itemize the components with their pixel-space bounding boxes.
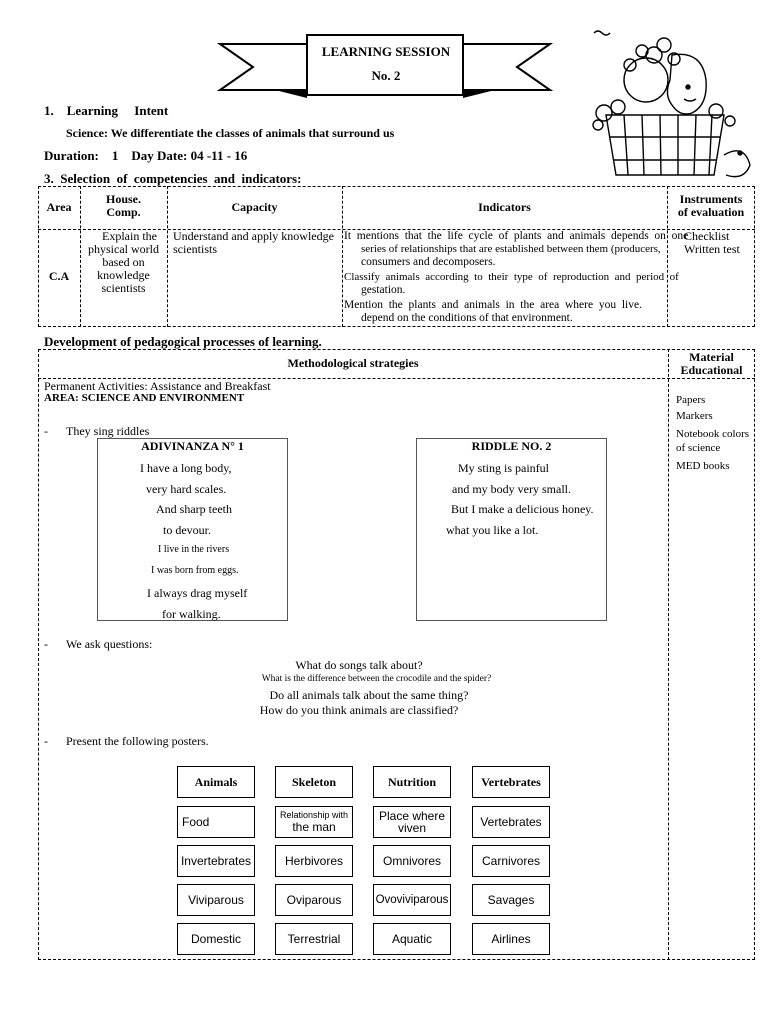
riddle-1-line: to devour. xyxy=(163,523,211,537)
poster-card-multiline xyxy=(275,806,353,838)
poster-card: Savages xyxy=(472,884,550,916)
poster-header: Animals xyxy=(177,766,255,798)
poster-card: Domestic xyxy=(177,923,255,955)
present-bullet: - xyxy=(44,734,48,748)
poster-card: Omnivores xyxy=(373,845,451,877)
permanent-activities: Permanent Activities: Assistance and Breakfast xyxy=(44,379,271,393)
poster-card-line: Relationship with xyxy=(279,810,349,820)
riddle-2-line: what you like a lot. xyxy=(446,523,539,537)
girl-in-tub-illustration xyxy=(584,25,764,190)
poster-card-line: Place where xyxy=(378,809,446,823)
header-material: Material Educational xyxy=(680,350,743,377)
material-item: Markers xyxy=(676,410,713,422)
poster-card: Airlines xyxy=(472,923,550,955)
sing-riddles: They sing riddles xyxy=(66,424,150,438)
poster-card: Oviparous xyxy=(275,884,353,916)
poster-card: Terrestrial xyxy=(275,923,353,955)
duration-date: Duration: 1 Day Date: 04 -11 - 16 xyxy=(44,148,248,163)
riddle-2-title: RIDDLE NO. 2 xyxy=(471,439,552,453)
cell-area: C.A xyxy=(48,269,70,283)
poster-card-line: the man xyxy=(292,820,336,834)
riddle-2-line: My sting is painful xyxy=(458,461,550,475)
cell-house-comp: Explain the physical world based on knowledge scientists xyxy=(88,229,159,295)
question: What is the difference between the crocodile and the spider? xyxy=(261,674,492,684)
poster-card: Invertebrates xyxy=(177,845,255,877)
poster-card: Carnivores xyxy=(472,845,550,877)
riddle-1-line: I always drag myself xyxy=(147,586,248,600)
ask-bullet: - xyxy=(44,637,48,651)
poster-card-line: viven xyxy=(397,821,426,835)
material-item: Papers xyxy=(676,394,706,406)
poster-card-multiline xyxy=(373,806,451,838)
sing-bullet: - xyxy=(44,424,48,438)
riddle-2-line: But I make a delicious honey. xyxy=(451,502,594,516)
cell-capacity: Understand and apply knowledge scientists xyxy=(173,229,334,256)
intent-heading: 1. Learning Intent xyxy=(44,103,169,118)
selection-heading: 3. Selection of competencies and indicators: xyxy=(44,171,302,186)
poster-card: Aquatic xyxy=(373,923,451,955)
header-strategies: Methodological strategies xyxy=(287,356,419,370)
riddle-1-line: very hard scales. xyxy=(146,482,227,496)
area-label: AREA: SCIENCE AND ENVIRONMENT xyxy=(44,392,245,404)
poster-card: Vertebrates xyxy=(472,806,550,838)
material-item: MED books xyxy=(676,460,730,472)
poster-card: Ovoviviparous xyxy=(373,884,451,916)
riddle-1-title: ADIVINANZA N° 1 xyxy=(141,439,244,453)
development-heading: Development of pedagogical processes of learning. xyxy=(44,334,322,349)
present-posters: Present the following posters. xyxy=(66,734,209,748)
header-instruments: Instruments of evaluation xyxy=(677,192,745,219)
header-house-comp: House. Comp. xyxy=(105,192,141,219)
poster-card: Food xyxy=(177,806,255,838)
riddle-1-line: I live in the rivers xyxy=(158,544,230,555)
header-area: Area xyxy=(46,200,72,214)
material-item: of science xyxy=(676,442,721,454)
material-item: Notebook colors xyxy=(676,428,750,440)
header-indicators: Indicators xyxy=(478,200,531,214)
question: How do you think animals are classified? xyxy=(259,703,459,717)
header-capacity: Capacity xyxy=(231,200,278,214)
cell-instruments: Checklist Written test xyxy=(684,229,740,256)
session-title: LEARNING SESSION No. 2 xyxy=(321,44,451,83)
poster-header: Nutrition xyxy=(373,766,451,798)
poster-card: Viviparous xyxy=(177,884,255,916)
poster-header: Skeleton xyxy=(275,766,353,798)
question: What do songs talk about? xyxy=(295,658,423,672)
question: Do all animals talk about the same thing? xyxy=(269,688,469,702)
riddle-1-line: for walking. xyxy=(162,607,221,621)
riddle-1-line: I have a long body, xyxy=(140,461,232,475)
cell-indicators: It mentions that the life cycle of plants and animals depends on one series of relationships that are established between them (producers, consumers and decomposers. Classify animals according to their type of reproduction and period of gestation. Mention the plants and animals in the area where you live. depend on the conditions of that environment. xyxy=(344,230,689,324)
science-intent: Science: We differentiate the classes of animals that surround us xyxy=(66,126,395,140)
ask-questions: We ask questions: xyxy=(66,637,153,651)
poster-card: Herbivores xyxy=(275,845,353,877)
riddle-2-line: and my body very small. xyxy=(452,482,571,496)
riddle-1-line: I was born from eggs. xyxy=(151,565,239,576)
poster-header: Vertebrates xyxy=(472,766,550,798)
riddle-1-line: And sharp teeth xyxy=(156,502,232,516)
